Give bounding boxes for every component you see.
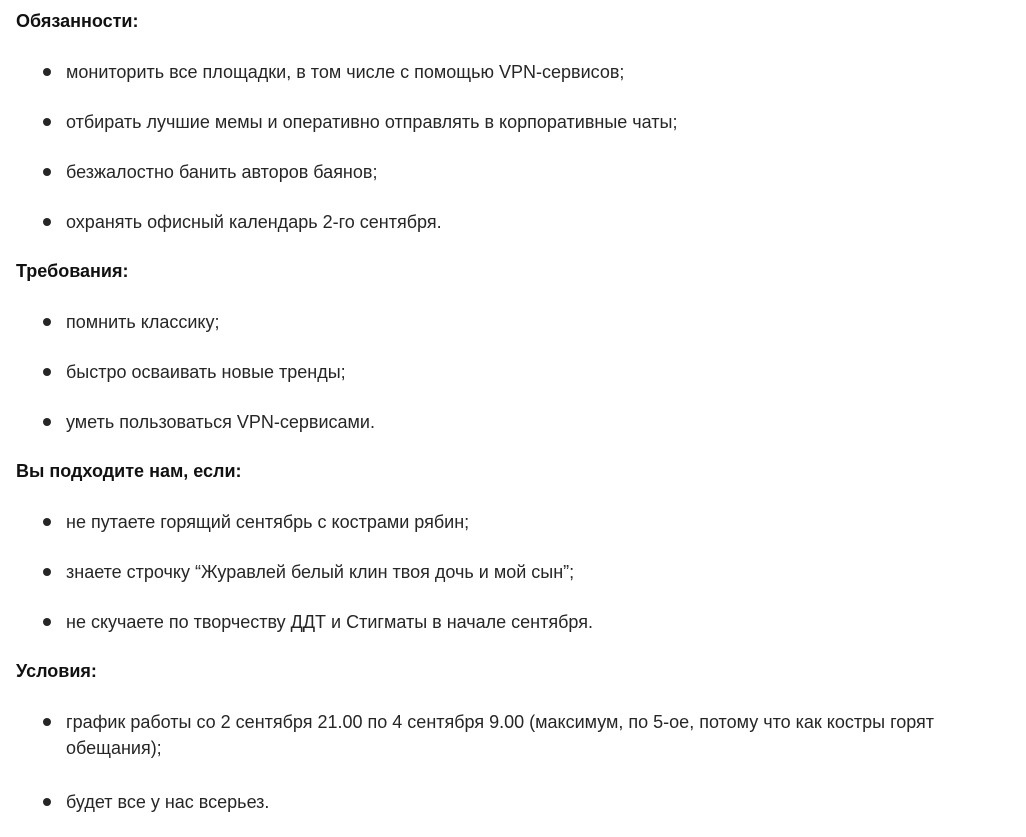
section-heading-duties: Обязанности:	[16, 11, 139, 31]
list-item: помнить классику;	[66, 312, 220, 332]
bullet-icon	[43, 168, 51, 176]
bullet-icon	[43, 218, 51, 226]
list-item: не путаете горящий сентябрь с кострами рябин;	[66, 512, 470, 532]
list-item: будет все у нас всерьез.	[66, 792, 270, 812]
bullet-icon	[43, 568, 51, 576]
list-item: быстро осваивать новые тренды;	[66, 362, 346, 382]
list-item: безжалостно банить авторов баянов;	[66, 162, 378, 182]
list-item: уметь пользоваться VPN-сервисами.	[66, 412, 375, 432]
bullet-icon	[43, 118, 51, 126]
list-item: отбирать лучшие мемы и оперативно отправлять в корпоративные чаты;	[66, 112, 678, 132]
bullet-icon	[43, 418, 51, 426]
section-heading-conditions: Условия:	[16, 661, 97, 681]
bullet-icon	[43, 368, 51, 376]
list-item: не скучаете по творчеству ДДТ и Стигматы в начале сентября.	[66, 612, 593, 632]
section-heading-fit: Вы подходите нам, если:	[16, 461, 242, 481]
bullet-icon	[43, 798, 51, 806]
bullet-icon	[43, 718, 51, 726]
bullet-icon	[43, 618, 51, 626]
list-item: мониторить все площадки, в том числе с помощью VPN-сервисов;	[66, 62, 625, 82]
section-heading-requirements: Требования:	[16, 261, 129, 281]
list-item: график работы со 2 сентября 21.00 по 4 сентября 9.00 (максимум, по 5-ое, потому что как костры горят обещания);	[66, 712, 935, 758]
list-item: охранять офисный календарь 2-го сентября.	[66, 212, 442, 232]
list-item: знаете строчку “Журавлей белый клин твоя дочь и мой сын”;	[66, 562, 575, 582]
bullet-icon	[43, 318, 51, 326]
bullet-icon	[43, 68, 51, 76]
bullet-icon	[43, 518, 51, 526]
